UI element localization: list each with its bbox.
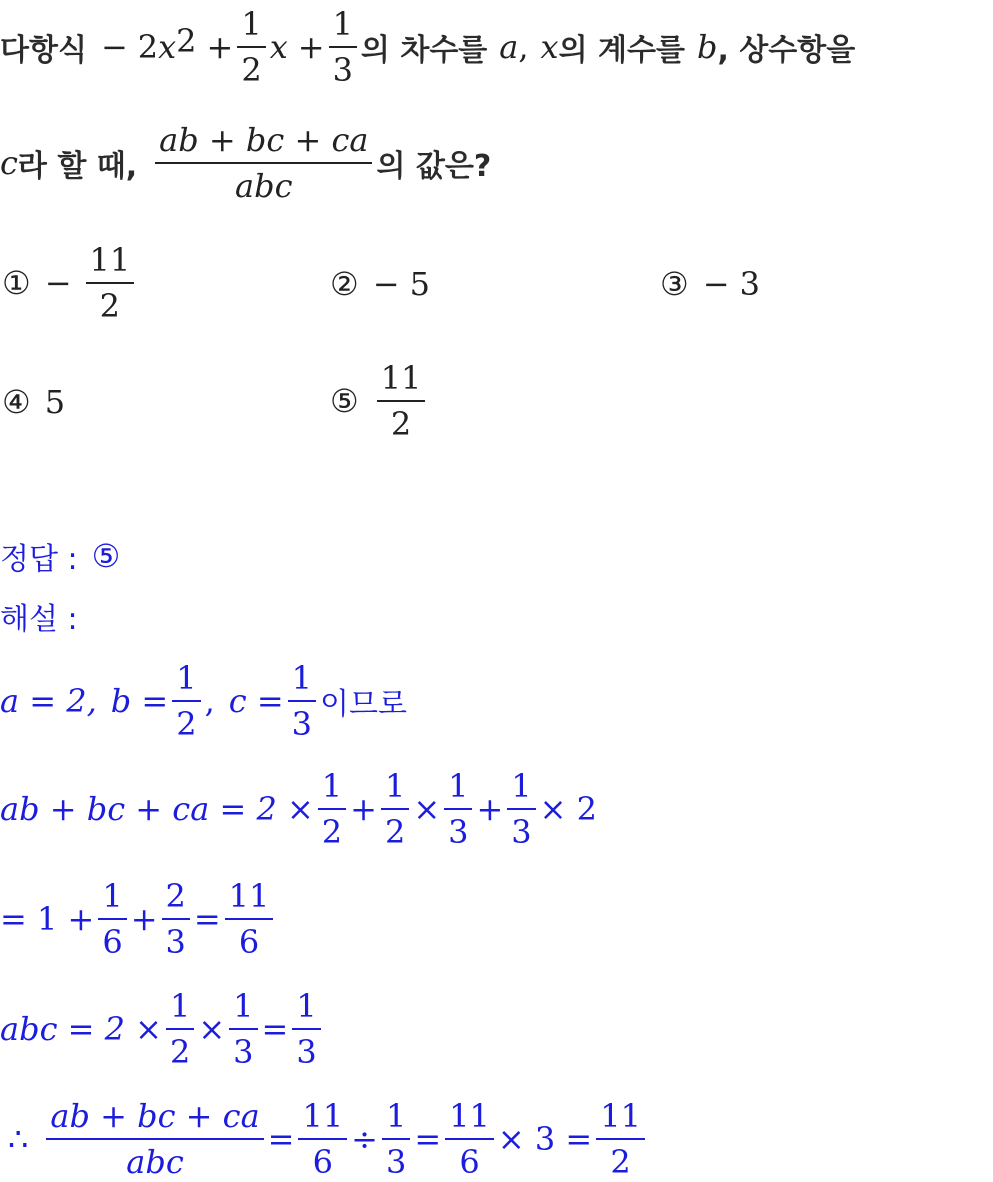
option-value: − 5 [372, 265, 431, 303]
fraction-numerator: 11 [600, 1097, 641, 1135]
option-mark: ⑤ [330, 382, 359, 420]
fraction-numerator: 1 [169, 987, 191, 1025]
fraction-numerator: ab + bc + ca [50, 1097, 260, 1135]
operator: + [476, 790, 504, 828]
fraction-numerator: 1 [233, 987, 254, 1025]
plus-sign: + [297, 28, 325, 66]
operator: = [193, 900, 221, 938]
fraction-numerator: 1 [291, 659, 313, 697]
fraction [298, 1097, 347, 1181]
solution-label: 해설 : [0, 602, 78, 637]
fraction [162, 877, 190, 961]
var-c: c [0, 144, 18, 182]
fraction [445, 1097, 494, 1181]
fraction [292, 987, 320, 1071]
var-b: b [696, 28, 718, 66]
question-text-5: 의 값은? [376, 149, 492, 184]
poly-sign: − [100, 28, 128, 66]
fraction [166, 987, 194, 1071]
comma: , [204, 682, 215, 720]
fraction-numerator: 1 [321, 767, 343, 805]
operator: = [267, 1120, 295, 1158]
operator: × [413, 790, 441, 828]
fraction [444, 767, 472, 851]
fraction-denominator: abc [126, 1143, 184, 1181]
fraction [225, 877, 274, 961]
operator: × 2 [539, 790, 597, 828]
var-x: x [269, 28, 288, 66]
question-text-4: 라 할 때, [17, 149, 138, 184]
fraction-denominator: 6 [102, 923, 123, 961]
fraction-numerator: 11 [228, 877, 270, 915]
solution-line-4 [0, 986, 325, 1072]
fraction-denominator: 2 [384, 813, 406, 851]
fraction-denominator: 2 [169, 1033, 191, 1071]
operator: + [130, 900, 158, 938]
poly-coef: 2 [137, 28, 159, 66]
fraction-numerator: 11 [302, 1097, 344, 1135]
var-a: a [499, 28, 519, 66]
fraction-numerator: 1 [296, 987, 317, 1025]
fraction-numerator: 1 [332, 5, 353, 43]
fraction-denominator: 6 [238, 923, 260, 961]
fraction-denominator: 3 [233, 1033, 254, 1071]
answer-value: ⑤ [91, 537, 121, 575]
fraction-denominator: 2 [241, 51, 262, 89]
fraction-denominator: abc [235, 167, 293, 205]
fraction [229, 987, 257, 1071]
fraction [288, 659, 316, 743]
solution-b-eq: b = [110, 682, 169, 720]
fraction-numerator: 1 [384, 767, 406, 805]
option-sign: − [44, 264, 72, 302]
option-value: − 3 [702, 265, 761, 303]
fraction-denominator: 2 [99, 287, 121, 325]
solution-a-eq: a = 2, [0, 682, 97, 720]
fraction-denominator: 2 [321, 813, 343, 851]
operator: + [350, 790, 377, 828]
solution-expr: abc = 2 × [0, 1010, 162, 1048]
fraction-denominator: 3 [332, 51, 353, 89]
fraction-denominator: 3 [511, 813, 532, 851]
operator: × [198, 1010, 226, 1048]
fraction-denominator: 3 [448, 813, 469, 851]
option-3[interactable] [660, 262, 760, 306]
solution-line-2 [0, 766, 597, 852]
therefore-symbol: ∴ [8, 1120, 29, 1158]
option-1[interactable] [2, 238, 138, 328]
question-text-1: 의 차수를 [360, 33, 488, 68]
fraction-numerator: 11 [89, 241, 131, 279]
answer-line [0, 534, 134, 578]
option-fraction [377, 359, 426, 443]
poly-var: x [158, 28, 177, 66]
question-line-1 [0, 4, 855, 90]
fraction [381, 767, 409, 851]
option-2[interactable] [330, 262, 430, 306]
option-mark: ④ [2, 383, 31, 421]
poly-exp: 2 [176, 22, 197, 60]
fraction-denominator: 6 [459, 1143, 480, 1181]
fraction-one-half [237, 5, 265, 89]
option-fraction [86, 241, 135, 325]
fraction-denominator: 2 [610, 1143, 631, 1181]
fraction [46, 1097, 263, 1181]
fraction-numerator: 1 [176, 659, 197, 697]
option-value: 5 [44, 383, 66, 421]
option-mark: ① [2, 264, 31, 302]
fraction-numerator: 2 [165, 877, 186, 915]
fraction [98, 877, 126, 961]
fraction-numerator: 1 [102, 877, 123, 915]
fraction [318, 767, 346, 851]
fraction [172, 659, 200, 743]
fraction-numerator: 1 [511, 767, 532, 805]
fraction [507, 767, 535, 851]
option-mark: ③ [660, 265, 689, 303]
expression-fraction [155, 121, 372, 205]
fraction [382, 1097, 410, 1181]
fraction-denominator: 3 [296, 1033, 317, 1071]
fraction-numerator: 1 [448, 767, 469, 805]
var-x: x [540, 28, 559, 66]
solution-text: 이므로 [320, 687, 407, 722]
operator: = [414, 1120, 442, 1158]
question-text-2: 의 계수를 [558, 33, 685, 68]
operator: × 3 = [497, 1120, 593, 1158]
solution-line-1 [0, 658, 407, 744]
fraction-numerator: 1 [241, 5, 262, 43]
question-line-2 [0, 118, 491, 208]
question-prefix: 다항식 [0, 33, 87, 68]
answer-label: 정답 : [0, 542, 78, 577]
solution-c-eq: c = [228, 682, 284, 720]
fraction-numerator: 11 [380, 359, 422, 397]
solution-line-3 [0, 876, 277, 962]
plus-sign: + [206, 28, 234, 66]
comma: , [518, 28, 529, 66]
operator: = [261, 1010, 289, 1048]
option-4[interactable] [2, 380, 65, 424]
fraction-denominator: 6 [312, 1143, 333, 1181]
operator: ÷ [351, 1120, 378, 1158]
solution-expr: = 1 + [0, 900, 95, 938]
solution-line-5 [0, 1096, 649, 1182]
fraction-denominator: 3 [291, 705, 313, 743]
fraction-one-third [329, 5, 357, 89]
fraction-numerator: 11 [449, 1097, 490, 1135]
fraction-denominator: 3 [165, 923, 186, 961]
fraction [596, 1097, 645, 1181]
fraction-denominator: 2 [390, 405, 412, 443]
option-5[interactable] [330, 356, 429, 446]
fraction-numerator: ab + bc + ca [159, 121, 369, 159]
option-mark: ② [330, 265, 359, 303]
solution-label-line [0, 594, 78, 638]
solution-expr: ab + bc + ca = 2 × [0, 790, 314, 828]
question-text-3: , 상수항을 [717, 33, 856, 68]
fraction-numerator: 1 [385, 1097, 407, 1135]
fraction-denominator: 3 [385, 1143, 407, 1181]
fraction-denominator: 2 [176, 705, 197, 743]
